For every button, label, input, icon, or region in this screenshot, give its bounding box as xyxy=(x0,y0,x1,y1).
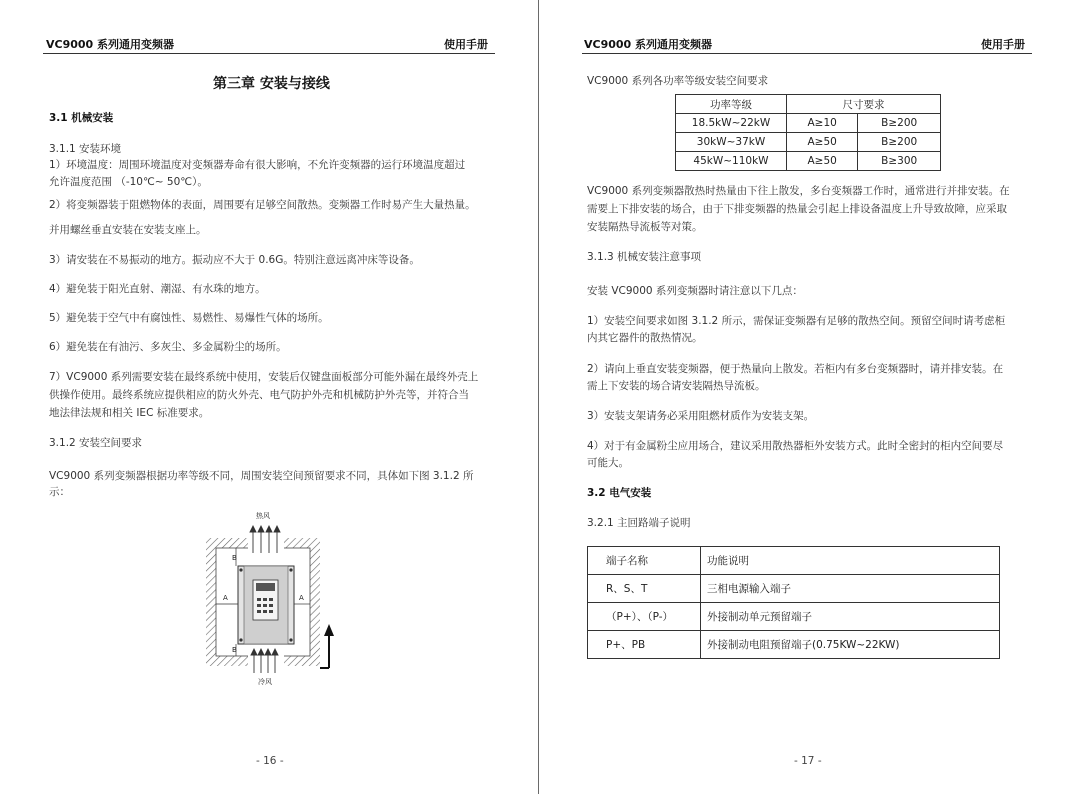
table-cell: B≥200 xyxy=(858,133,941,152)
chapter-title: 第三章 安装与接线 xyxy=(213,76,330,92)
table-row xyxy=(676,133,941,152)
dimension-label-b: B xyxy=(232,646,237,654)
table-cell: 外接制动电阻预留端子(0.75KW~22KW) xyxy=(701,631,1000,659)
power-header-cell: 功率等级 xyxy=(676,95,787,114)
table-cell: 30kW~37kW xyxy=(676,133,787,152)
table-cell: R、S、T xyxy=(588,575,701,603)
cold-air-label: 冷风 xyxy=(258,678,272,686)
paragraph-line: 并用螺丝垂直安装在安装支座上。 xyxy=(49,224,207,236)
power-header-cell: 尺寸要求 xyxy=(787,95,941,114)
paragraph-line: VC9000 系列变频器散热时热量由下往上散发，多台变频器工作时，通常进行并排安装。在 xyxy=(587,185,1010,197)
left-page xyxy=(0,0,538,794)
paragraph-line: 4）避免装于阳光直射、潮湿、有水珠的地方。 xyxy=(49,283,266,295)
table-cell: 45kW~110kW xyxy=(676,152,787,171)
paragraph-line: 可能大。 xyxy=(587,457,629,469)
paragraph-line: 5）避免装于空气中有腐蚀性、易燃性、易爆性气体的场所。 xyxy=(49,312,329,324)
table-cell: 18.5kW~22kW xyxy=(676,114,787,133)
dimension-label-b: B xyxy=(232,554,237,562)
table-row xyxy=(588,547,1000,575)
paragraph-line: 地法律法规和相关 IEC 标准要求。 xyxy=(49,407,210,419)
header-rule xyxy=(43,53,495,54)
table-row xyxy=(588,575,1000,603)
dimension-label-a: A xyxy=(299,594,304,602)
subsection-heading: 3.1.3 机械安装注意事项 xyxy=(587,251,702,263)
header-right: 使用手册 xyxy=(444,38,488,51)
subsection-heading: 3.1.1 安装环境 xyxy=(49,143,122,155)
table-cell: A≥50 xyxy=(787,133,858,152)
terminal-table xyxy=(587,546,1000,659)
paragraph-line: VC9000 系列变频器根据功率等级不同，周围安装空间预留要求不同，具体如下图 3.1.2 所 xyxy=(49,470,474,482)
table-cell: 三相电源输入端子 xyxy=(701,575,1000,603)
table-row xyxy=(588,603,1000,631)
paragraph-line: 6）避免装在有油污、多灰尘、多金属粉尘的场所。 xyxy=(49,341,287,353)
subsection-heading: 3.1.2 安装空间要求 xyxy=(49,437,143,449)
hot-air-label: 热风 xyxy=(256,512,270,520)
table-cell: A≥10 xyxy=(787,114,858,133)
header-title: VC9000 系列通用变频器 xyxy=(46,38,175,51)
paragraph-line: 1）安装空间要求如图 3.1.2 所示，需保证变频器有足够的散热空间。预留空间时请考虑柜 xyxy=(587,315,1006,327)
page-number: - 17 - xyxy=(794,755,822,767)
paragraph-line: 需上下安装的场合请安装隔热导流板。 xyxy=(587,380,766,392)
terminal-header-cell: 端子名称 xyxy=(588,547,701,575)
table-cell: A≥50 xyxy=(787,152,858,171)
power-table xyxy=(675,94,941,171)
paragraph-line: 允许温度范围 （-10℃~ 50℃）。 xyxy=(49,176,208,188)
table-cell: B≥300 xyxy=(858,152,941,171)
paragraph-line: 2）请向上垂直安装变频器，便于热量向上散发。若柜内有多台变频器时，请并排安装。在 xyxy=(587,363,1004,375)
paragraph-line: 安装 VC9000 系列变频器时请注意以下几点： xyxy=(587,285,803,297)
paragraph-line: 7）VC9000 系列需要安装在最终系统中使用，安装后仅键盘面板部分可能外漏在最终外壳上 xyxy=(49,371,479,383)
header-title: VC9000 系列通用变频器 xyxy=(584,38,713,51)
paragraph-line: 安装隔热导流板等对策。 xyxy=(587,221,703,233)
paragraph-line: 4）对于有金属粉尘应用场合，建议采用散热器柜外安装方式。此时全密封的柜内空间要尽 xyxy=(587,440,1004,452)
installation-space-figure xyxy=(198,508,344,690)
table-row xyxy=(588,631,1000,659)
paragraph-line: 2）将变频器装于阻燃物体的表面，周围要有足够空间散热。变频器工作时易产生大量热量。 xyxy=(49,199,476,211)
header-rule xyxy=(582,53,1032,54)
paragraph-line: 1）环境温度：周围环境温度对变频器寿命有很大影响，不允许变频器的运行环境温度超过 xyxy=(49,159,466,171)
paragraph-line: 3）安装支架请务必采用阻燃材质作为安装支架。 xyxy=(587,410,815,422)
table-row xyxy=(676,114,941,133)
vertical-direction-arrow-icon xyxy=(320,624,334,668)
table-title: VC9000 系列各功率等级安装空间要求 xyxy=(587,75,769,87)
section-heading: 3.2 电气安装 xyxy=(587,487,652,499)
paragraph-line: 示： xyxy=(49,486,70,498)
terminal-header-cell: 功能说明 xyxy=(701,547,1000,575)
paragraph-line: 3）请安装在不易振动的地方。振动应不大于 0.6G。特别注意远离冲床等设备。 xyxy=(49,254,420,266)
section-heading: 3.1 机械安装 xyxy=(49,112,114,124)
right-page xyxy=(539,0,1077,794)
header-right: 使用手册 xyxy=(981,38,1025,51)
page-number: - 16 - xyxy=(256,755,284,767)
table-cell: 外接制动单元预留端子 xyxy=(701,603,1000,631)
table-cell: P+、PB xyxy=(588,631,701,659)
subsection-heading: 3.2.1 主回路端子说明 xyxy=(587,517,691,529)
paragraph-line: 内其它器件的散热情况。 xyxy=(587,332,703,344)
table-cell: B≥200 xyxy=(858,114,941,133)
paragraph-line: 供操作使用。最终系统应提供相应的防火外壳、电气防护外壳和机械防护外壳等，并符合当 xyxy=(49,389,469,401)
table-cell: （P+）、（P-） xyxy=(588,603,701,631)
dimension-label-a: A xyxy=(223,594,228,602)
paragraph-line: 需要上下排安装的场合，由于下排变频器的热量会引起上排设备温度上升导致故障，应采取 xyxy=(587,203,1007,215)
table-row xyxy=(676,152,941,171)
